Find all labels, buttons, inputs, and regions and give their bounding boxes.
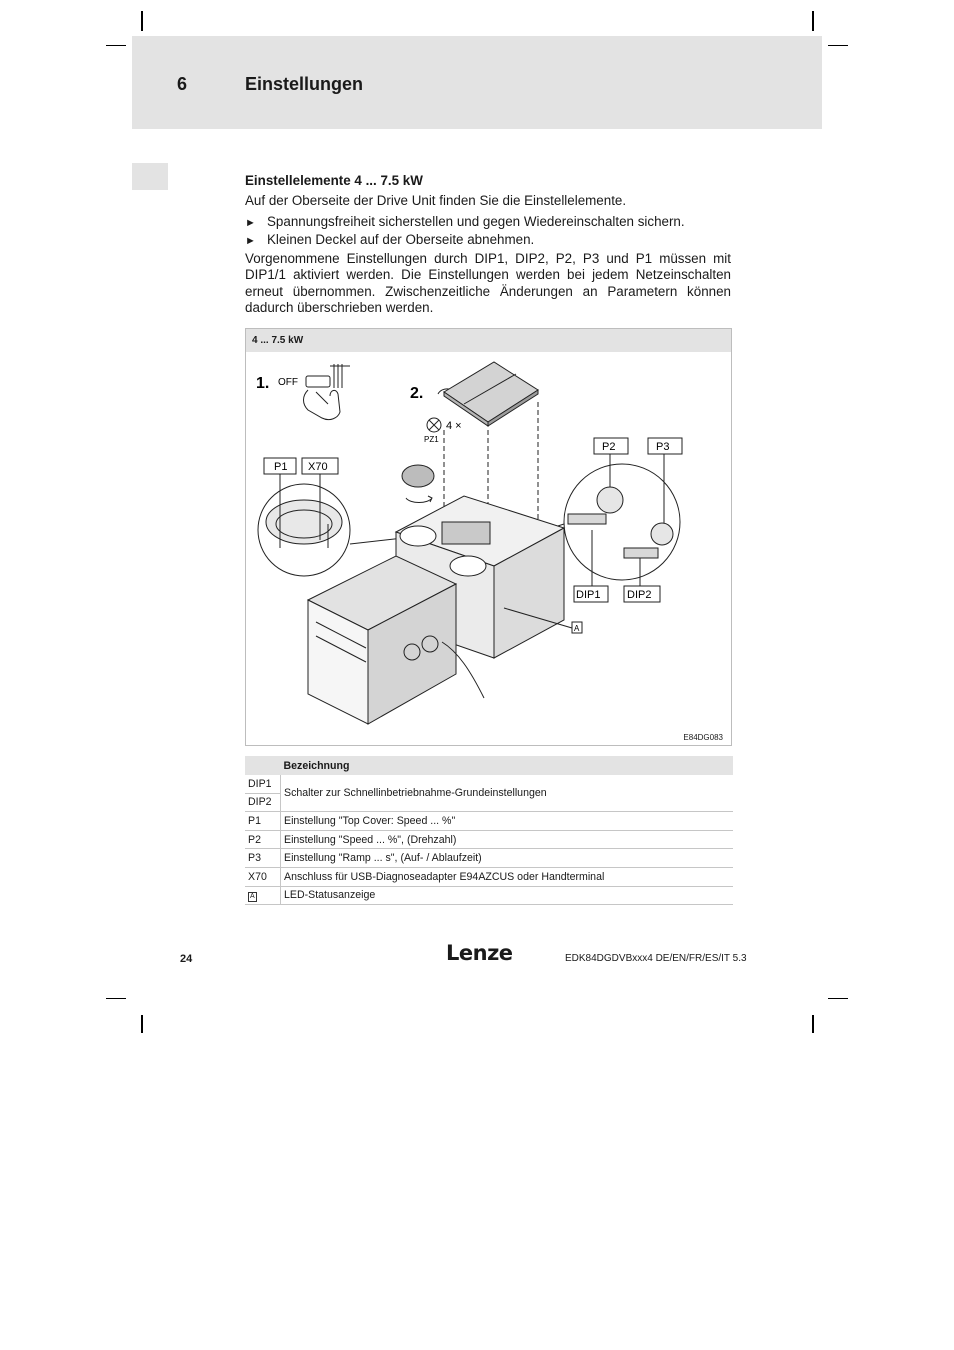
intro-text: Auf der Oberseite der Drive Unit finden Sie die Einstellelemente. (245, 193, 627, 208)
table-row (245, 830, 733, 849)
crop-mark (106, 998, 126, 999)
drive-unit-illustration (246, 352, 731, 745)
table-desc: Anschluss für USB-Diagnoseadapter E94AZCUS oder Handterminal (281, 867, 734, 886)
step1-number: 1. (256, 375, 270, 392)
table-header-blank (245, 756, 281, 775)
figure-code: E84DG083 (683, 733, 723, 742)
step2-number: 2. (410, 385, 424, 402)
label-p2: P2 (602, 441, 616, 453)
crop-mark (812, 11, 814, 31)
crop-mark (828, 998, 848, 999)
bullet-item: ► Spannungsfreiheit sicherstellen und gegen Wiedereinschalten sichern. (245, 214, 685, 229)
screw-count: 4 × (446, 420, 462, 432)
figure-caption: 4 ... 7.5 kW (246, 329, 731, 352)
led-marker-a: A (250, 892, 255, 900)
table-row (245, 849, 733, 868)
label-dip1: DIP1 (576, 589, 601, 601)
brand-logo: Lenze (446, 941, 513, 965)
label-p3: P3 (656, 441, 670, 453)
table-desc: LED-Statusanzeige (281, 886, 734, 905)
off-label: OFF (278, 377, 298, 388)
settings-paragraph: Vorgenommene Einstellungen durch DIP1, DIP2, P2, P3 und P1 müssen mit DIP1/1 aktiviert werden. Die Einstellungen werden bei jedem Netzeinschalten erneut übernommen. Zwischenzeitliche Änderungen an Parametern können dadurch überschrieben werden. (245, 251, 731, 315)
crop-mark (828, 45, 848, 46)
figure-drive-unit (245, 328, 732, 746)
top-opening (400, 526, 436, 546)
table-row (245, 867, 733, 886)
table-row (245, 812, 733, 831)
bullet-arrow-icon: ► (245, 217, 256, 229)
table-key: P3 (245, 849, 281, 868)
table-header-row (245, 756, 733, 775)
table-desc: Einstellung "Speed ... %", (Drehzahl) (281, 830, 734, 849)
crop-mark (106, 45, 126, 46)
side-tab (132, 163, 168, 190)
bullet-item: ► Kleinen Deckel auf der Oberseite abnehmen. (245, 232, 535, 247)
legend-table (245, 756, 733, 905)
page-number: 24 (180, 953, 193, 965)
mains-switch (306, 376, 330, 387)
cover-plate (444, 362, 538, 422)
label-p1: P1 (274, 461, 288, 473)
mains-lines-icon (330, 364, 350, 388)
table-desc: Einstellung "Top Cover: Speed ... %" (281, 812, 734, 831)
table-row (245, 775, 733, 793)
table-key: X70 (245, 867, 281, 886)
section-title: Einstellelemente 4 ... 7.5 kW (245, 173, 423, 188)
crop-mark (812, 1015, 814, 1033)
hand-icon (304, 390, 341, 420)
crop-mark (141, 11, 143, 31)
bullet-arrow-icon: ► (245, 235, 256, 247)
small-lid (402, 465, 434, 487)
table-row (245, 886, 733, 905)
table-key: P1 (245, 812, 281, 831)
label-a: A (574, 624, 580, 633)
table-key: DIP1 (245, 775, 281, 793)
chapter-title: Einstellungen (245, 74, 364, 94)
label-x70: X70 (308, 461, 328, 473)
crop-mark (141, 1015, 143, 1033)
table-header-label: Bezeichnung (281, 756, 734, 775)
screw-label: PZ1 (424, 435, 439, 444)
table-key: DIP2 (245, 793, 281, 812)
table-key (245, 886, 281, 905)
table-desc: Einstellung "Ramp ... s", (Auf- / Ablaufzeit) (281, 849, 734, 868)
chapter-header-band (132, 36, 822, 129)
document-reference: EDK84DGDVBxxx4 DE/EN/FR/ES/IT 5.3 (565, 953, 747, 964)
chapter-number: 6 (177, 74, 188, 94)
table-desc: Schalter zur Schnellinbetriebnahme-Grundeinstellungen (281, 775, 734, 812)
label-dip2: DIP2 (627, 589, 652, 601)
table-key: P2 (245, 830, 281, 849)
